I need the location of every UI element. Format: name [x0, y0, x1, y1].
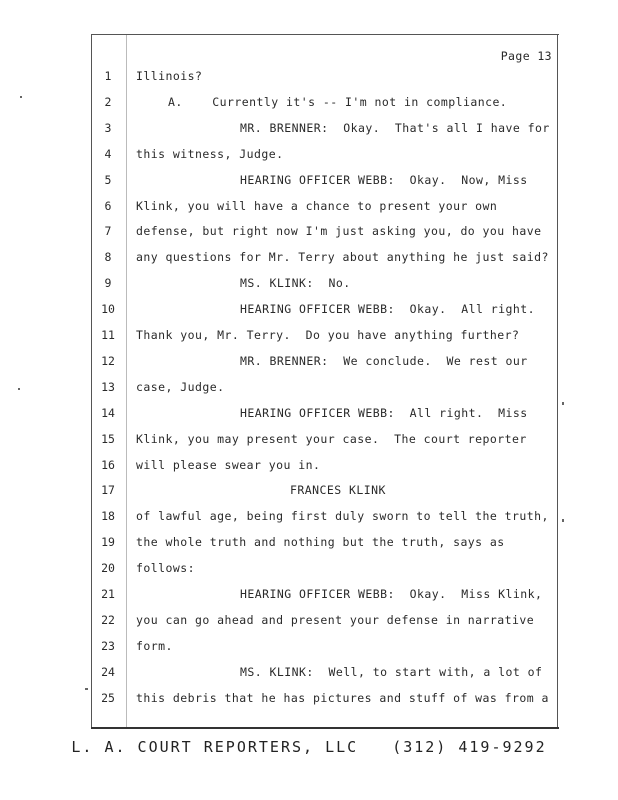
line-number: 17	[101, 483, 115, 498]
line-number: 12	[101, 353, 115, 368]
line-text: Thank you, Mr. Terry. Do you have anything further?	[136, 328, 520, 342]
transcript-line	[0, 353, 618, 369]
line-text: A. Currently it's -- I'm not in compliance.	[168, 94, 508, 109]
line-text: HEARING OFFICER WEBB: Okay. All right.	[240, 302, 535, 317]
scan-speck	[562, 519, 564, 522]
line-number: 13	[101, 379, 115, 394]
line-number: 24	[101, 664, 115, 679]
transcript-line	[0, 223, 618, 239]
transcript-line	[0, 198, 618, 214]
transcript-line	[0, 146, 618, 162]
line-text: MR. BRENNER: We conclude. We rest our	[240, 353, 528, 368]
transcript-line	[0, 405, 618, 421]
transcript-line	[0, 249, 618, 265]
transcript-line	[0, 327, 618, 343]
line-text: defense, but right now I'm just asking you, do you have	[136, 224, 542, 239]
line-text: of lawful age, being first duly sworn to tell the truth,	[136, 509, 549, 524]
line-text: FRANCES KLINK	[290, 483, 386, 498]
scan-speck	[18, 388, 20, 390]
line-number: 7	[104, 224, 112, 239]
transcript-line	[0, 638, 618, 654]
line-text: HEARING OFFICER WEBB: Okay. Now, Miss	[240, 172, 528, 187]
line-number: 5	[104, 172, 112, 187]
line-number: 21	[101, 587, 115, 601]
line-text: follows:	[136, 561, 195, 576]
transcript-line	[0, 664, 618, 680]
line-number: 14	[101, 405, 115, 420]
line-number: 25	[101, 690, 115, 705]
scan-speck	[20, 96, 22, 98]
transcript-line	[0, 379, 618, 395]
line-text: you can go ahead and present your defense in narrative	[136, 612, 535, 627]
footer-company: L. A. COURT REPORTERS, LLC	[71, 738, 359, 756]
line-text: MS. KLINK: No.	[240, 276, 351, 291]
line-text: Illinois?	[136, 69, 203, 83]
transcript-line	[0, 508, 618, 524]
line-number: 23	[101, 638, 115, 653]
transcript-line	[0, 431, 618, 447]
line-text: this witness, Judge.	[136, 146, 284, 161]
line-number: 3	[104, 120, 112, 135]
transcript-line	[0, 482, 618, 498]
line-number: 8	[104, 250, 112, 265]
line-text: will please swear you in.	[136, 457, 321, 472]
transcript-line	[0, 612, 618, 628]
transcript-line	[0, 120, 618, 136]
transcript-line	[0, 586, 618, 602]
transcript-line	[0, 560, 618, 576]
line-text: MS. KLINK: Well, to start with, a lot of	[240, 664, 543, 679]
line-number: 15	[101, 431, 115, 446]
line-text: HEARING OFFICER WEBB: Okay. Miss Klink,	[240, 587, 543, 601]
line-number: 10	[101, 302, 115, 317]
line-text: case, Judge.	[136, 379, 225, 394]
line-text: Klink, you may present your case. The court reporter	[136, 431, 527, 446]
line-number: 20	[101, 561, 115, 576]
transcript-line	[0, 68, 618, 84]
line-text: the whole truth and nothing but the truth, says as	[136, 535, 505, 550]
transcript-line	[0, 172, 618, 188]
line-number: 16	[101, 457, 115, 472]
line-number: 9	[104, 276, 112, 291]
page-number: Page 13	[500, 49, 552, 63]
line-number: 11	[101, 328, 115, 342]
transcript-line	[0, 534, 618, 550]
line-number: 2	[104, 94, 112, 109]
line-number: 6	[104, 198, 112, 213]
line-number: 22	[101, 612, 115, 627]
line-text: any questions for Mr. Terry about anything he just said?	[136, 250, 549, 265]
line-text: this debris that he has pictures and stuff of was from a	[136, 690, 549, 705]
footer	[0, 738, 618, 756]
line-number: 19	[101, 535, 115, 550]
line-text: Klink, you will have a chance to present your own	[136, 198, 498, 213]
line-text: MR. BRENNER: Okay. That's all I have for	[240, 120, 550, 135]
transcript-line	[0, 690, 618, 706]
line-text: form.	[136, 638, 173, 653]
line-number: 4	[104, 146, 112, 161]
scan-speck	[85, 688, 88, 690]
line-text: HEARING OFFICER WEBB: All right. Miss	[240, 405, 528, 420]
line-number: 18	[101, 509, 115, 524]
scan-speck	[562, 402, 564, 405]
transcript-line	[0, 457, 618, 473]
transcript-line	[0, 94, 618, 110]
transcript-line	[0, 275, 618, 291]
line-number: 1	[104, 69, 112, 83]
footer-phone: (312) 419-9292	[392, 738, 547, 756]
transcript-line	[0, 301, 618, 317]
